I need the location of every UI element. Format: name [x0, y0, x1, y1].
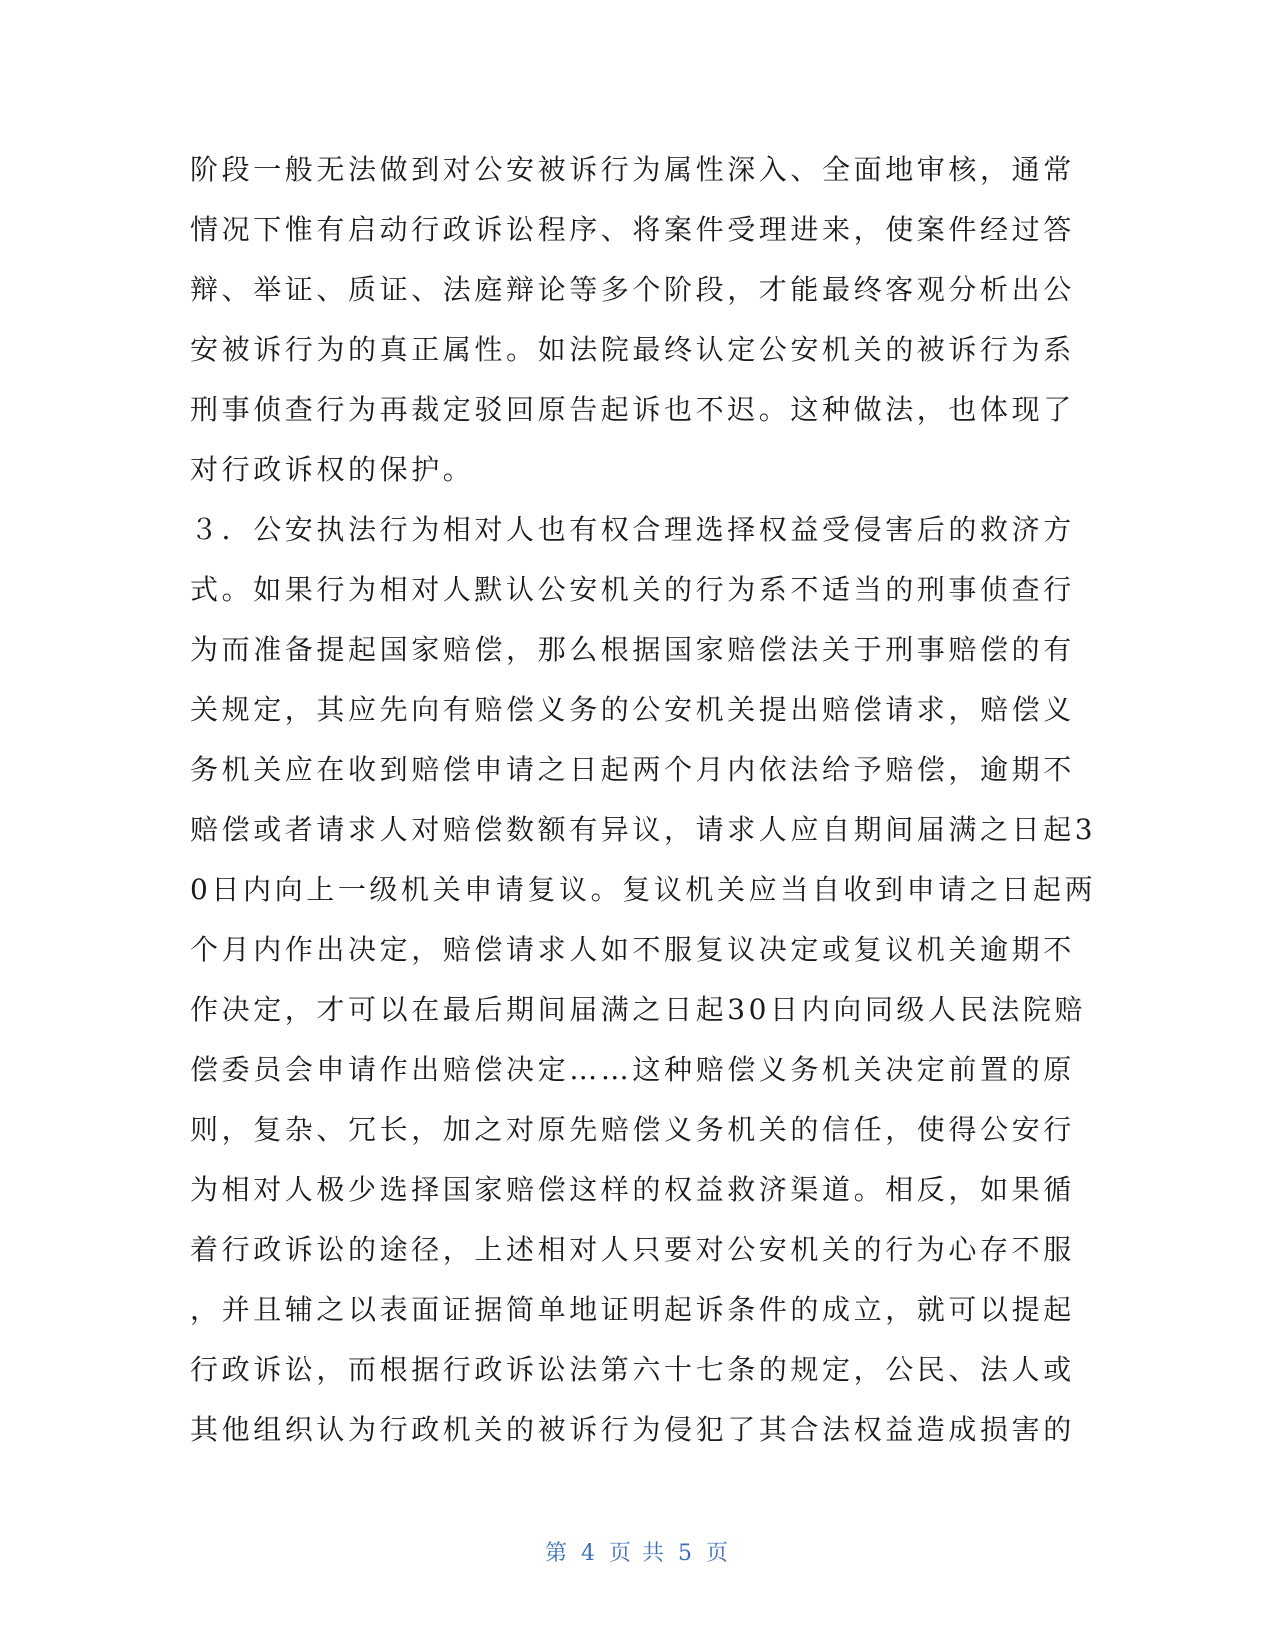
body-text	[190, 140, 1097, 1460]
text-line: 则，复杂、冗长，加之对原先赔偿义务机关的信任，使得公安行	[190, 1113, 1075, 1146]
text-line: ３．公安执法行为相对人也有权合理选择权益受侵害后的救济方	[190, 513, 1075, 546]
text-line: 对行政诉权的保护。	[190, 453, 475, 486]
text-line: 为相对人极少选择国家赔偿这样的权益救济渠道。相反，如果循	[190, 1173, 1075, 1206]
text-line: 着行政诉讼的途径，上述相对人只要对公安机关的行为心存不服	[190, 1233, 1075, 1266]
total-pages-number: 5	[678, 1541, 694, 1566]
text-line: 偿委员会申请作出赔偿决定……这种赔偿义务机关决定前置的原	[190, 1053, 1075, 1086]
text-line: 安被诉行为的真正属性。如法院最终认定公安机关的被诉行为系	[190, 333, 1075, 366]
footer-middle: 页 共	[609, 1541, 666, 1566]
text-line: ，并且辅之以表面证据简单地证明起诉条件的成立，就可以提起	[190, 1293, 1075, 1326]
text-line: 式。如果行为相对人默认公安机关的行为系不适当的刑事侦查行	[190, 573, 1075, 606]
current-page-number: 4	[581, 1541, 597, 1566]
footer-suffix: 页	[706, 1541, 731, 1566]
text-line: 个月内作出决定，赔偿请求人如不服复议决定或复议机关逾期不	[190, 933, 1075, 966]
text-line: 行政诉讼，而根据行政诉讼法第六十七条的规定，公民、法人或	[190, 1353, 1075, 1386]
text-line: 其他组织认为行政机关的被诉行为侵犯了其合法权益造成损害的	[190, 1413, 1075, 1446]
text-line: 情况下惟有启动行政诉讼程序、将案件受理进来，使案件经过答	[190, 213, 1075, 246]
text-line: 为而准备提起国家赔偿，那么根据国家赔偿法关于刑事赔偿的有	[190, 633, 1075, 666]
page-footer	[0, 1536, 1275, 1567]
text-line: 关规定，其应先向有赔偿义务的公安机关提出赔偿请求，赔偿义	[190, 693, 1075, 726]
footer-prefix: 第	[544, 1541, 569, 1566]
text-line: 刑事侦查行为再裁定驳回原告起诉也不迟。这种做法，也体现了	[190, 393, 1075, 426]
text-line: 赔偿或者请求人对赔偿数额有异议，请求人应自期间届满之日起3	[190, 813, 1097, 846]
text-line: 阶段一般无法做到对公安被诉行为属性深入、全面地审核，通常	[190, 153, 1075, 186]
text-line: 作决定，才可以在最后期间届满之日起30日内向同级人民法院赔	[190, 993, 1087, 1026]
text-line: 务机关应在收到赔偿申请之日起两个月内依法给予赔偿，逾期不	[190, 753, 1075, 786]
text-line: 0日内向上一级机关申请复议。复议机关应当自收到申请之日起两	[190, 873, 1097, 906]
text-line: 辩、举证、质证、法庭辩论等多个阶段，才能最终客观分析出公	[190, 273, 1075, 306]
